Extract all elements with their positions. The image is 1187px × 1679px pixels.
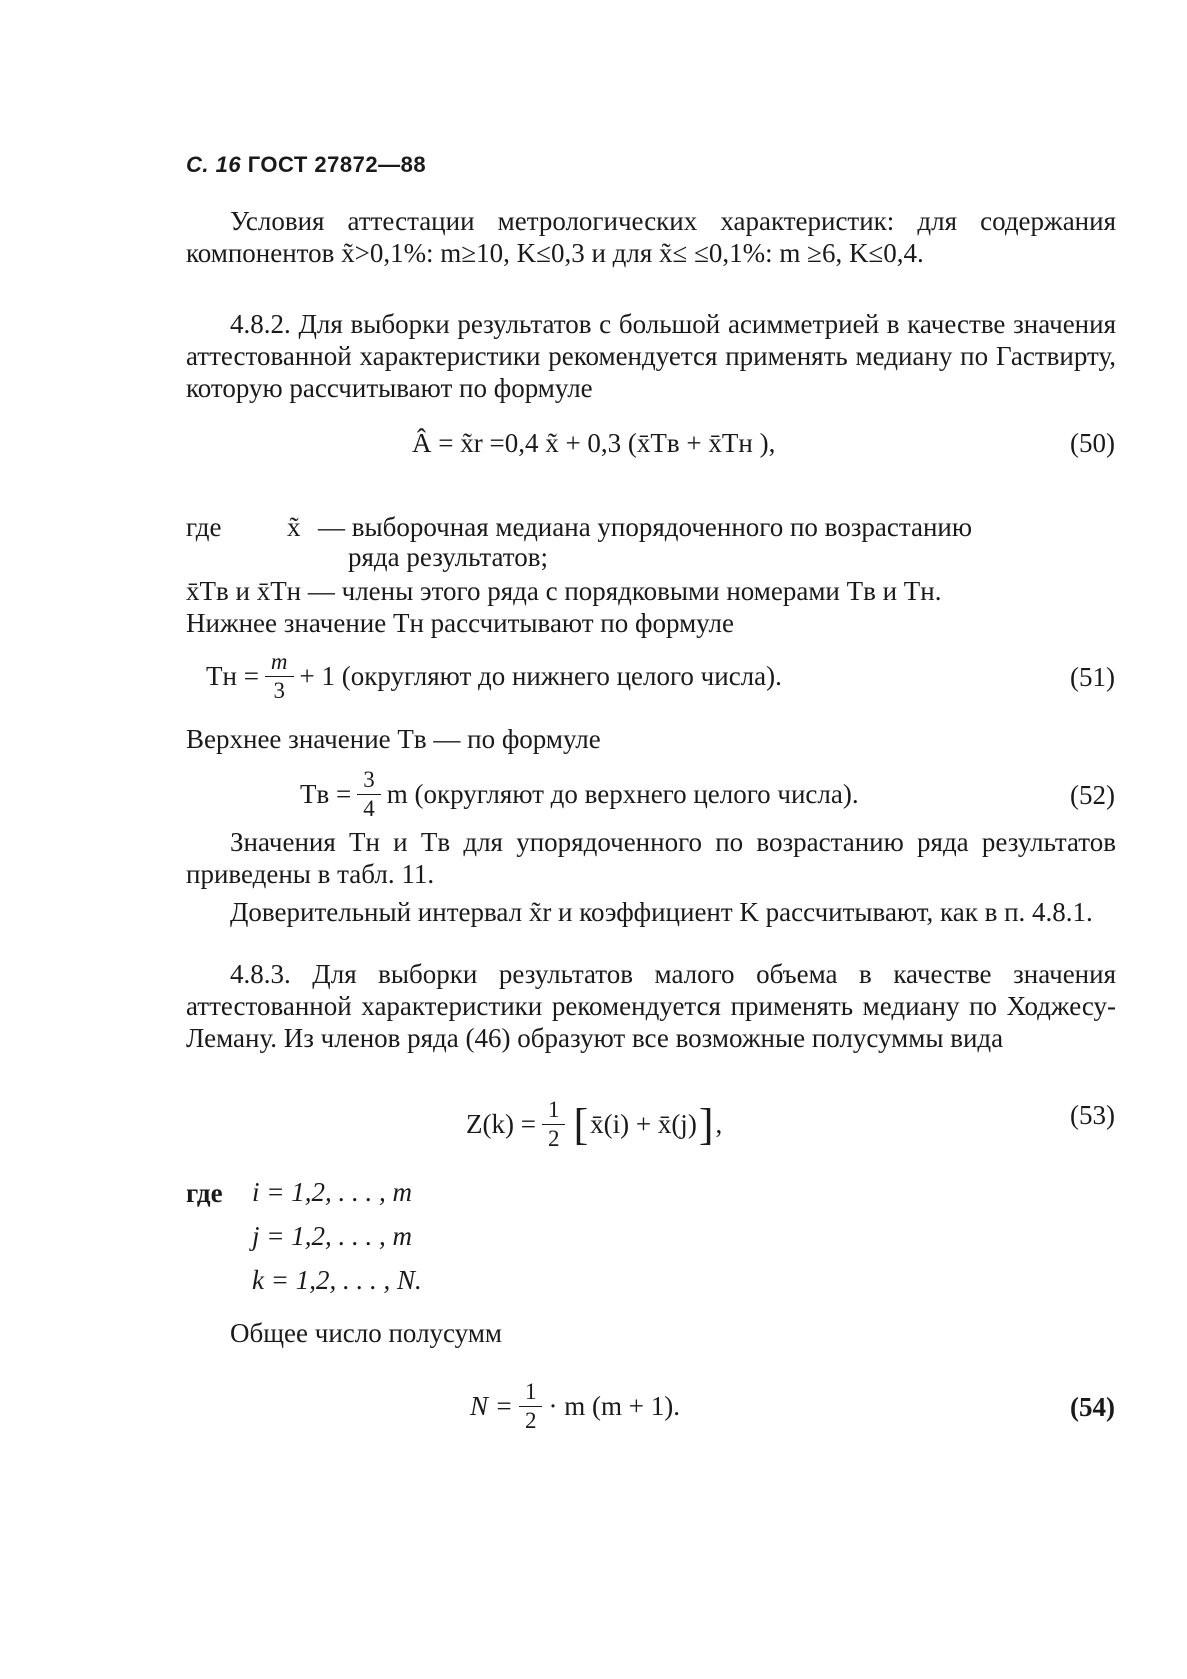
section-4-8-3-paragraph: 4.8.3. Для выборки результатов малого объема в качестве значения аттестованной характеристики рекомендуется применять медиану по Ходжесу-Леману. Из членов ряда (46) образуют все возможные полусуммы вида: [186, 959, 1116, 1053]
equation-54-number: (54): [1070, 1392, 1115, 1422]
equation-50: [412, 428, 775, 459]
index-range-j: j = 1,2, . . . , m: [252, 1221, 412, 1251]
equation-54-rhs: · m (m + 1).: [548, 1391, 680, 1421]
lower-value-intro: Нижнее значение Tн рассчитывают по формуле: [186, 608, 734, 638]
equation-54-lhs: N =: [470, 1391, 513, 1421]
median-definition: — выборочная медиана упорядоченного по возрастанию: [318, 512, 973, 542]
equation-52-number: (52): [1070, 780, 1115, 810]
equation-52-rhs: m (округляют до верхнего целого числа).: [386, 779, 859, 809]
equation-54-numerator: 1: [519, 1380, 543, 1407]
median-symbol: x̃: [287, 512, 301, 542]
equation-51: [206, 650, 782, 703]
equation-52: [300, 768, 859, 821]
values-paragraph: Значения Tн и Tв для упорядоченного по возрастанию ряда результатов приведены в табл. 11.: [186, 827, 1116, 889]
equation-53-lhs: Z(k) =: [466, 1109, 536, 1139]
equation-54-fraction: [519, 1380, 543, 1433]
equation-52-fraction: [357, 768, 381, 821]
equation-53: [466, 1098, 722, 1151]
standard-code: ГОСТ 27872—88: [247, 152, 427, 177]
members-definition: x̄Tв и x̄Tн — члены этого ряда с порядковыми номерами Tв и Tн.: [186, 576, 942, 606]
left-bracket: [: [573, 1099, 589, 1149]
equation-53-inner: x̄(i) + x̄(j): [590, 1109, 697, 1139]
equation-53-tail: ,: [715, 1109, 723, 1139]
upper-value-intro: Верхнее значение Tв — по формуле: [186, 724, 601, 754]
equation-50-number: (50): [1070, 428, 1115, 458]
index-range-k: k = 1,2, . . . , N.: [252, 1265, 422, 1295]
where-label-2: где: [186, 1178, 223, 1208]
where-label-1: где: [186, 512, 222, 542]
equation-53-fraction: [542, 1098, 566, 1151]
equation-51-rhs: + 1 (округляют до нижнего целого числа).: [299, 661, 782, 691]
page-number: С. 16: [186, 152, 242, 177]
total-intro: Общее число полусумм: [230, 1318, 502, 1348]
equation-54-denominator: 2: [524, 1408, 537, 1433]
equation-52-denominator: 4: [363, 796, 375, 821]
equation-53-number: (53): [1070, 1100, 1115, 1130]
equation-54: [470, 1380, 680, 1433]
median-definition-cont: ряда результатов;: [348, 542, 548, 572]
equation-51-fraction: [265, 650, 294, 703]
conditions-paragraph: Условия аттестации метрологических характеристик: для содержания компонентов x̃>0,1%: m≥10, K≤0,3 и для x̃≤ ≤0,1%: m ≥6, K≤0,4.: [186, 206, 1116, 268]
equation-51-lhs: Tн =: [206, 661, 259, 691]
equation-53-denominator: 2: [547, 1126, 560, 1151]
equation-51-numerator: m: [265, 650, 294, 677]
equation-51-denominator: 3: [273, 678, 285, 703]
interval-paragraph: Доверительный интервал x̃r и коэффициент K рассчитывают, как в п. 4.8.1.: [230, 897, 1093, 927]
equation-53-numerator: 1: [542, 1098, 566, 1125]
page-header: [186, 152, 426, 178]
equation-50-body: Â = x̃r =0,4 x̃ + 0,3 (x̄Tв + x̄Tн ),: [412, 428, 776, 458]
right-bracket: ]: [698, 1099, 714, 1149]
section-4-8-2-paragraph: 4.8.2. Для выборки результатов с большой асимметрией в качестве значения аттестованной характеристики рекомендуется применять медиану по Гаствирту, которую рассчитывают по формуле: [186, 309, 1116, 403]
equation-52-numerator: 3: [357, 768, 381, 795]
index-ranges: [252, 1170, 422, 1302]
equation-51-number: (51): [1070, 662, 1115, 692]
equation-52-lhs: Tв =: [300, 779, 352, 809]
index-range-i: i = 1,2, . . . , m: [252, 1177, 412, 1207]
